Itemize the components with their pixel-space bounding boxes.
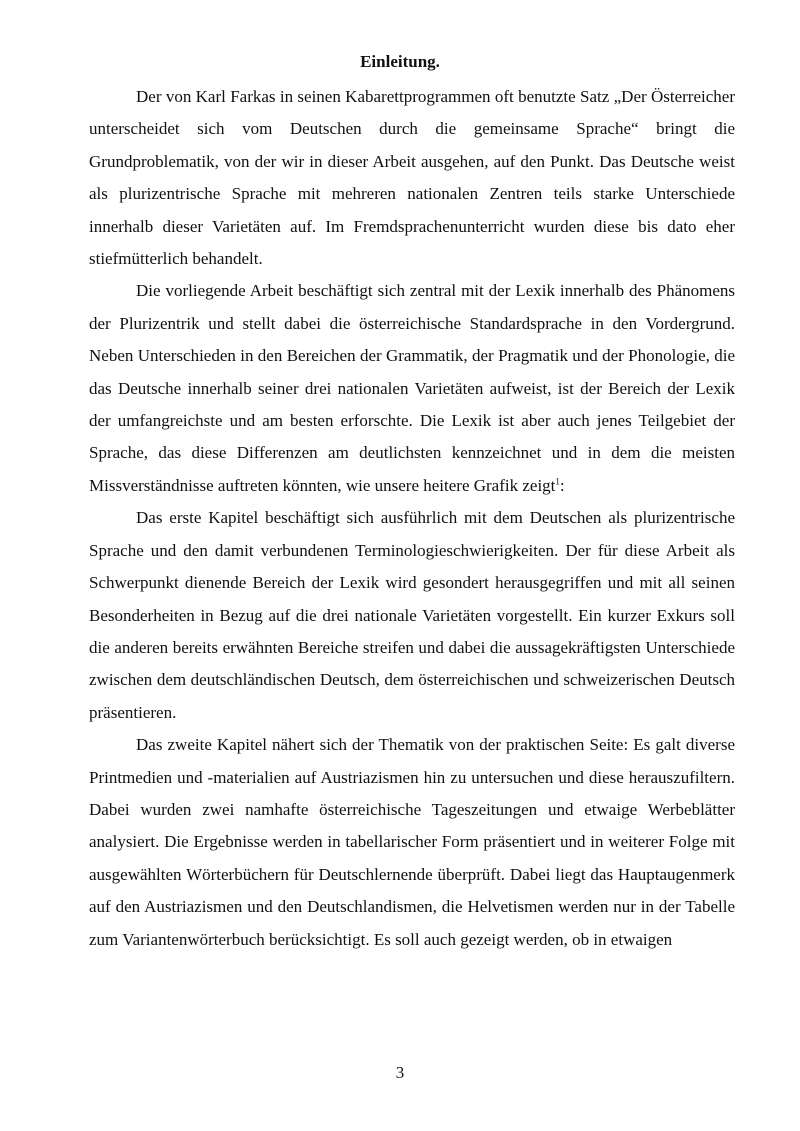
page-number: 3 — [395, 1063, 405, 1082]
paragraph-text: Das erste Kapitel beschäftigt sich ausführlich mit dem Deutschen als plurizentrische Sprache und den damit verbundenen Terminologieschwierigkeiten. Der für diese Arbeit als Schwerpunkt dienende Bereich der Lexik wird gesondert herausgegriffen und mit all seinen Besonderheiten in Bezug auf die drei nationale Varietäten vorgestellt. Ein kurzer Exkurs soll die anderen bereits erwähnten Bereiche streifen und dabei die aussagekräftigsten Unterschiede zwischen dem deutschländischen Deutsch, dem österreichischen und schweizerischen Deutsch präsentieren. — [89, 508, 735, 722]
body-text — [89, 81, 735, 956]
paragraph-chapter-two — [89, 729, 735, 956]
paragraph-text: Die vorliegende Arbeit beschäftigt sich zentral mit der Lexik innerhalb des Phänomens der Plurizentrik und stellt dabei die österreichische Standardsprache in den Vordergrund. Neben Unterschieden in den Bereichen der Grammatik, der Pragmatik und der Phonologie, die das Deutsche innerhalb seiner drei nationalen Varietäten aufweist, ist der Bereich der Lexik der umfangreichste und am besten erforschte. Die Lexik ist aber auch jenes Teilgebiet der Sprache, das diese Differenzen am deutlichsten kennzeichnet und in dem die meisten Missverständnisse auftreten könnten, wie unsere heitere Grafik zeigt — [89, 281, 735, 495]
paragraph-text: Das zweite Kapitel nähert sich der Thematik von der praktischen Seite: Es galt diverse Printmedien und -materialien auf Austriazismen hin zu untersuchen und diese herauszufiltern. Dabei wurden zwei namhafte österreichische Tageszeitungen und etwaige Werbeblätter analysiert. Die Ergebnisse werden in tabellarischer Form präsentiert und in weiterer Folge mit ausgewählten Wörterbüchern für Deutschlernende überprüft. Dabei liegt das Hauptaugenmerk auf den Austriazismen und den Deutschlandismen, die Helvetismen werden nur in der Tabelle zum Variantenwörterbuch berücksichtigt. Es soll auch gezeigt werden, ob in etwaigen — [89, 735, 735, 949]
paragraph-chapter-one — [89, 502, 735, 729]
paragraph-lexik — [89, 275, 735, 502]
paragraph-intro — [89, 81, 735, 275]
footnote-marker[interactable]: 1 — [555, 476, 560, 487]
paragraph-text-end: : — [559, 475, 565, 495]
paragraph-text: Der von Karl Farkas in seinen Kabarettprogrammen oft benutzte Satz „Der Österreicher unterscheidet sich vom Deutschen durch die gemeinsame Sprache“ bringt die Grundproblematik, von der wir in dieser Arbeit ausgehen, auf den Punkt. Das Deutsche weist als plurizentrische Sprache mit mehreren nationalen Zentren teils starke Unterschiede innerhalb dieser Varietäten auf. Im Fremdsprachenunterricht wurden diese bis dato eher stiefmütterlich behandelt. — [89, 87, 735, 269]
section-heading: Einleitung. — [360, 52, 440, 71]
